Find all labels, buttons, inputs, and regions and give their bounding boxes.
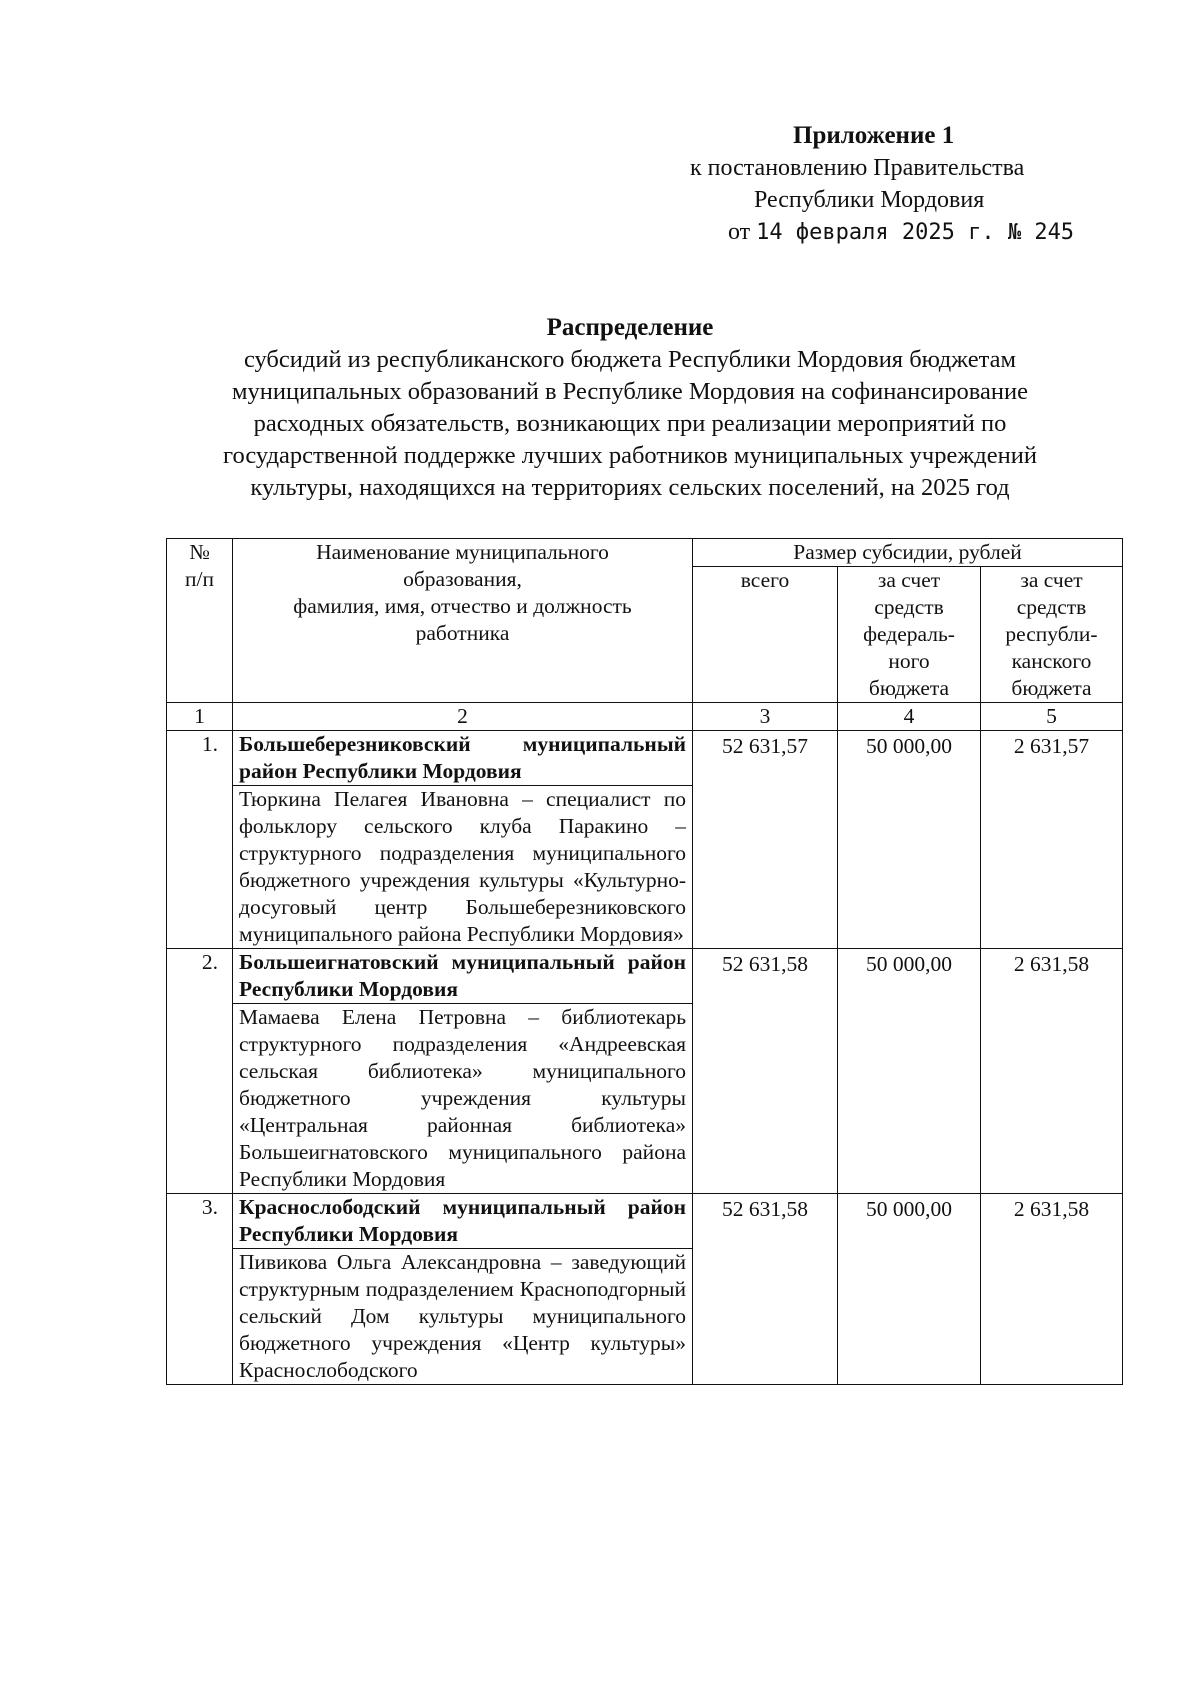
employee-description: Мамаева Елена Петровна – библиотекарь структурного подразделения «Андреевская сельская библиотека» муниципального бюджетного учреждения культуры «Центральная районная библиотека» Большеигнатовского муниципального района Республики Мордовия bbox=[233, 1004, 693, 1194]
amount-total: 52 631,57 bbox=[693, 731, 838, 949]
appendix-line-3 bbox=[660, 216, 1100, 249]
amount-republic: 2 631,58 bbox=[981, 949, 1123, 1194]
municipality-name: Большеберезниковский муниципальный район Республики Мордовия bbox=[233, 731, 693, 786]
row-number: 3. bbox=[167, 1194, 233, 1385]
heading-line: муниципальных образований в Республике Мордовия на софинансирование bbox=[232, 378, 1028, 405]
table-row bbox=[167, 1194, 1123, 1249]
municipality-name: Большеигнатовский муниципальный район Республики Мордовия bbox=[233, 949, 693, 1004]
amount-republic: 2 631,58 bbox=[981, 1194, 1123, 1385]
row-number: 1. bbox=[167, 731, 233, 949]
amount-federal: 50 000,00 bbox=[838, 1194, 981, 1385]
heading-line: субсидий из республиканского бюджета Республики Мордовия бюджетам bbox=[243, 346, 1017, 373]
subsidy-table bbox=[166, 538, 1123, 1385]
table-header-row bbox=[167, 539, 1123, 567]
column-number: 4 bbox=[838, 703, 981, 731]
document-heading bbox=[150, 312, 1110, 504]
header-republic: за счет средств республи- канского бюджета bbox=[981, 567, 1123, 703]
employee-description: Пивикова Ольга Александровна – заведующий структурным подразделением Красноподгорный сельский Дом культуры муниципального бюджетного учреждения «Центр культуры» Краснослободского bbox=[233, 1249, 693, 1385]
employee-description: Тюркина Пелагея Ивановна – специалист по фольклору сельского клуба Паракино – структурного подразделения муниципального бюджетного учреждения культуры «Культурно-досуговый центр Большеберезниковского муниципального района Республики Мордовия» bbox=[233, 786, 693, 949]
municipality-name: Краснослободский муниципальный район Республики Мордовия bbox=[233, 1194, 693, 1249]
heading-line: государственной поддержке лучших работников муниципальных учреждений bbox=[223, 442, 1037, 469]
header-federal: за счет средств федераль- ного бюджета bbox=[838, 567, 981, 703]
appendix-date-prefix: от bbox=[728, 219, 751, 245]
header-subsidy-group: Размер субсидии, рублей bbox=[693, 539, 1123, 567]
appendix-line-1: к постановлению Правительства bbox=[690, 155, 1025, 181]
column-number-row bbox=[167, 703, 1123, 731]
column-number: 5 bbox=[981, 703, 1123, 731]
amount-total: 52 631,58 bbox=[693, 949, 838, 1194]
header-total: всего bbox=[693, 567, 838, 703]
row-number: 2. bbox=[167, 949, 233, 1194]
appendix-line-2: Республики Мордовия bbox=[754, 187, 985, 213]
amount-federal: 50 000,00 bbox=[838, 949, 981, 1194]
heading-title: Распределение bbox=[546, 314, 714, 341]
column-number: 2 bbox=[233, 703, 693, 731]
header-num: № п/п bbox=[167, 539, 233, 703]
appendix-date-stamp: 14 февраля 2025 г. № 245 bbox=[756, 220, 1075, 245]
table-row bbox=[167, 949, 1123, 1004]
appendix-title: Приложение 1 bbox=[793, 122, 955, 149]
heading-line: культуры, находящихся на территориях сельских поселений, на 2025 год bbox=[250, 474, 1010, 501]
header-name: Наименование муниципального образования, фамилия, имя, отчество и должность работника bbox=[233, 539, 693, 703]
table-row bbox=[167, 731, 1123, 786]
amount-republic: 2 631,57 bbox=[981, 731, 1123, 949]
amount-federal: 50 000,00 bbox=[838, 731, 981, 949]
heading-line: расходных обязательств, возникающих при реализации мероприятий по bbox=[253, 410, 1007, 437]
column-number: 3 bbox=[693, 703, 838, 731]
amount-total: 52 631,58 bbox=[693, 1194, 838, 1385]
appendix-block bbox=[660, 120, 1100, 249]
column-number: 1 bbox=[167, 703, 233, 731]
